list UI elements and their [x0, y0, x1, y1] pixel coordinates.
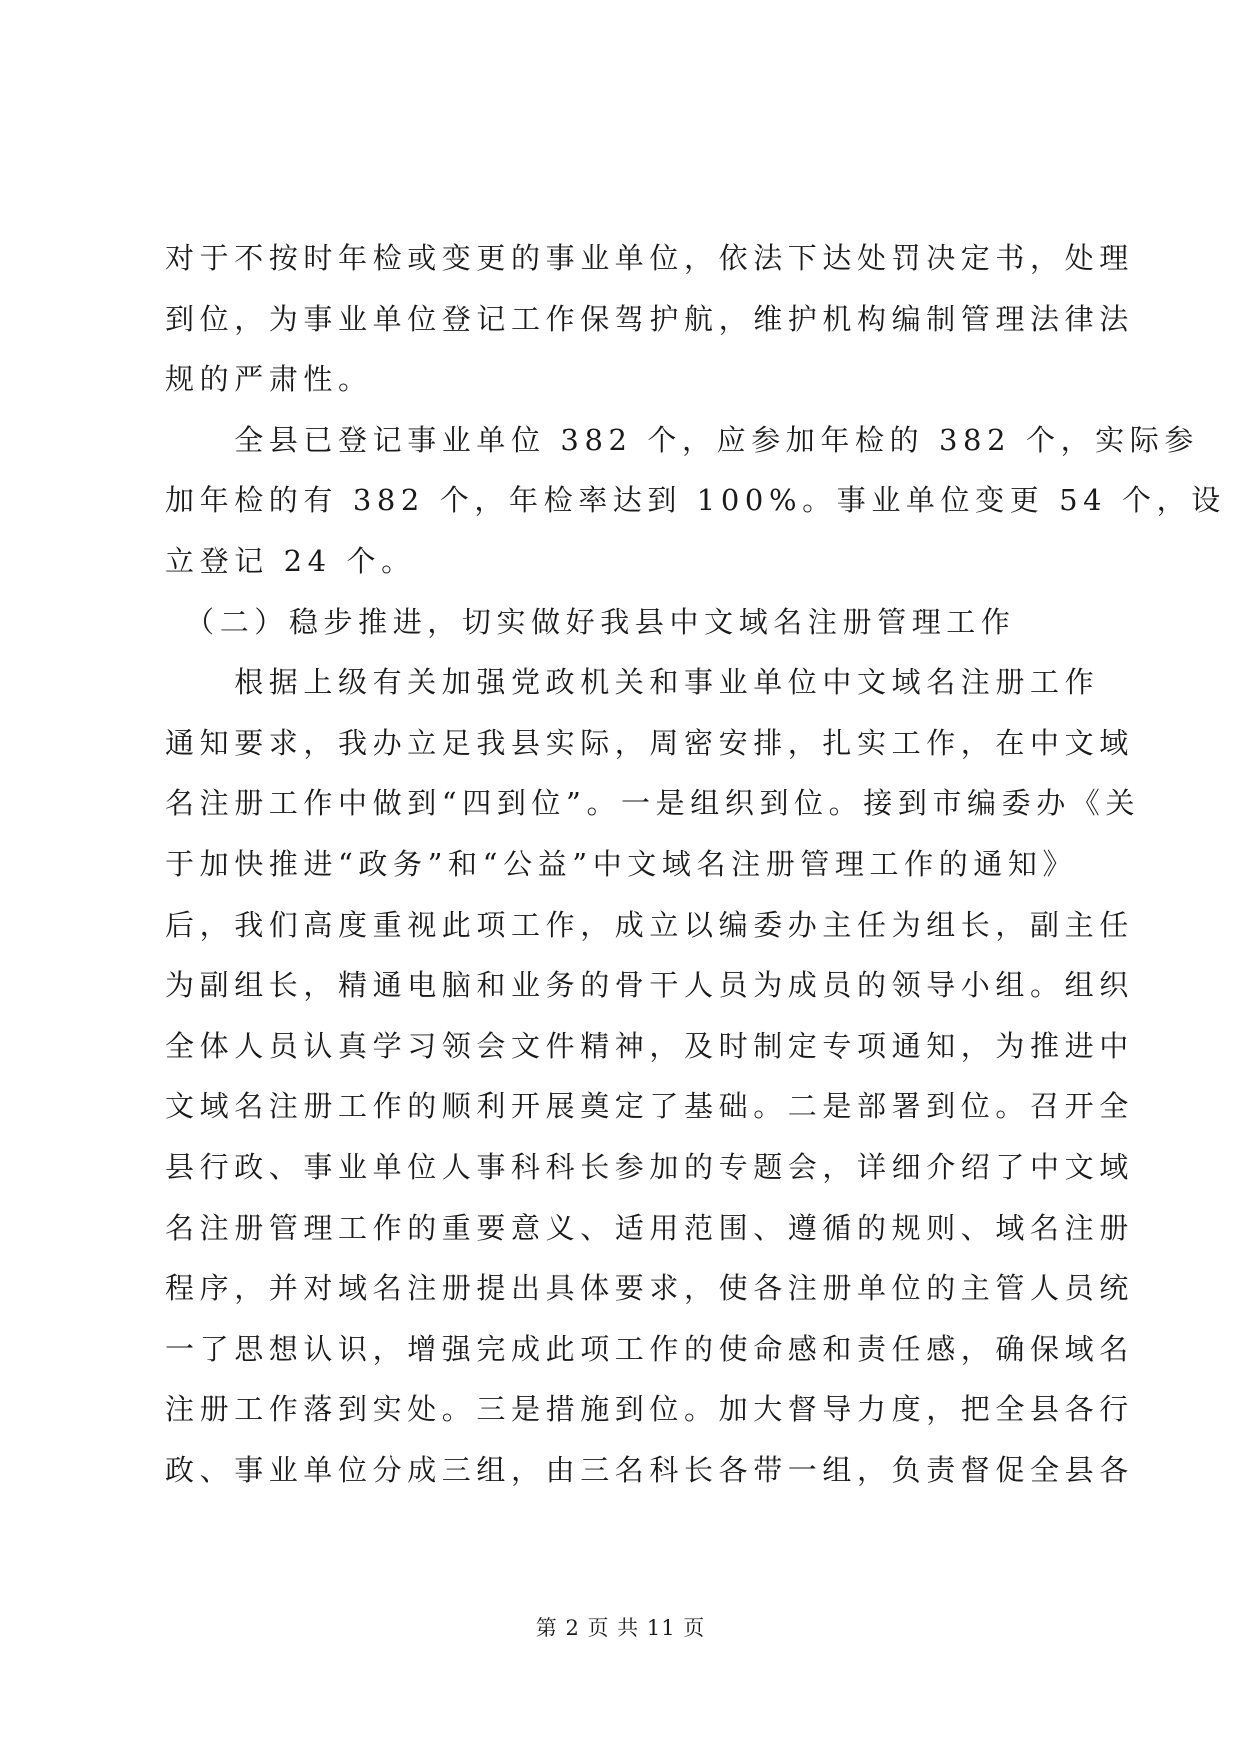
text-line: 名注册工作中做到“四到位”。一是组织到位。接到市编委办《关 [165, 786, 1141, 821]
text-line: 政、事业单位分成三组，由三名科长各带一组，负责督促全县各 [165, 1452, 1134, 1487]
text-line: 全县已登记事业单位 382 个，应参加年检的 382 个，实际参 [165, 422, 1199, 457]
page-number-footer: 第 2 页 共 11 页 [535, 1616, 706, 1640]
text-line: 后，我们高度重视此项工作，成立以编委办主任为组长，副主任 [165, 907, 1134, 942]
text-line: 立登记 24 个。 [165, 543, 416, 578]
body-text [165, 228, 1226, 1500]
text-line: 根据上级有关加强党政机关和事业单位中文域名注册工作 [165, 665, 1100, 700]
paragraph-statistics [165, 410, 1226, 592]
text-line: 注册工作落到实处。三是措施到位。加大督导力度，把全县各行 [165, 1392, 1134, 1427]
text-line: 县行政、事业单位人事科科长参加的专题会，详细介绍了中文域 [165, 1149, 1134, 1184]
paragraph-penalty [165, 228, 1134, 410]
text-line: 于加快推进“政务”和“公益”中文域名注册管理工作的通知》 [165, 846, 1078, 881]
text-line: 规的严肃性。 [165, 362, 373, 397]
section-heading [165, 592, 1085, 653]
text-line: 通知要求，我办立足我县实际，周密安排，扎实工作，在中文域 [165, 725, 1134, 760]
text-line: 到位，为事业单位登记工作保驾护航，维护机构编制管理法律法 [165, 301, 1134, 336]
text-line: 加年检的有 382 个，年检率达到 100%。事业单位变更 54 个，设 [165, 483, 1226, 518]
text-line: 文域名注册工作的顺利开展奠定了基础。二是部署到位。召开全 [165, 1089, 1134, 1124]
text-line: 程序，并对域名注册提出具体要求，使各注册单位的主管人员统 [165, 1271, 1134, 1306]
text-line: 为副组长，精通电脑和业务的骨干人员为成员的领导小组。组织 [165, 968, 1134, 1003]
text-line: 全体人员认真学习领会文件精神，及时制定专项通知，为推进中 [165, 1028, 1134, 1063]
heading-line: （二）稳步推进，切实做好我县中文域名注册管理工作 [165, 604, 1016, 639]
text-line: 名注册管理工作的重要意义、适用范围、遵循的规则、域名注册 [165, 1210, 1134, 1245]
text-line: 对于不按时年检或变更的事业单位，依法下达处罚决定书，处理 [165, 241, 1134, 275]
paragraph-domain-registration [165, 652, 1141, 1500]
text-line: 一了思想认识，增强完成此项工作的使命感和责任感，确保域名 [165, 1331, 1134, 1366]
